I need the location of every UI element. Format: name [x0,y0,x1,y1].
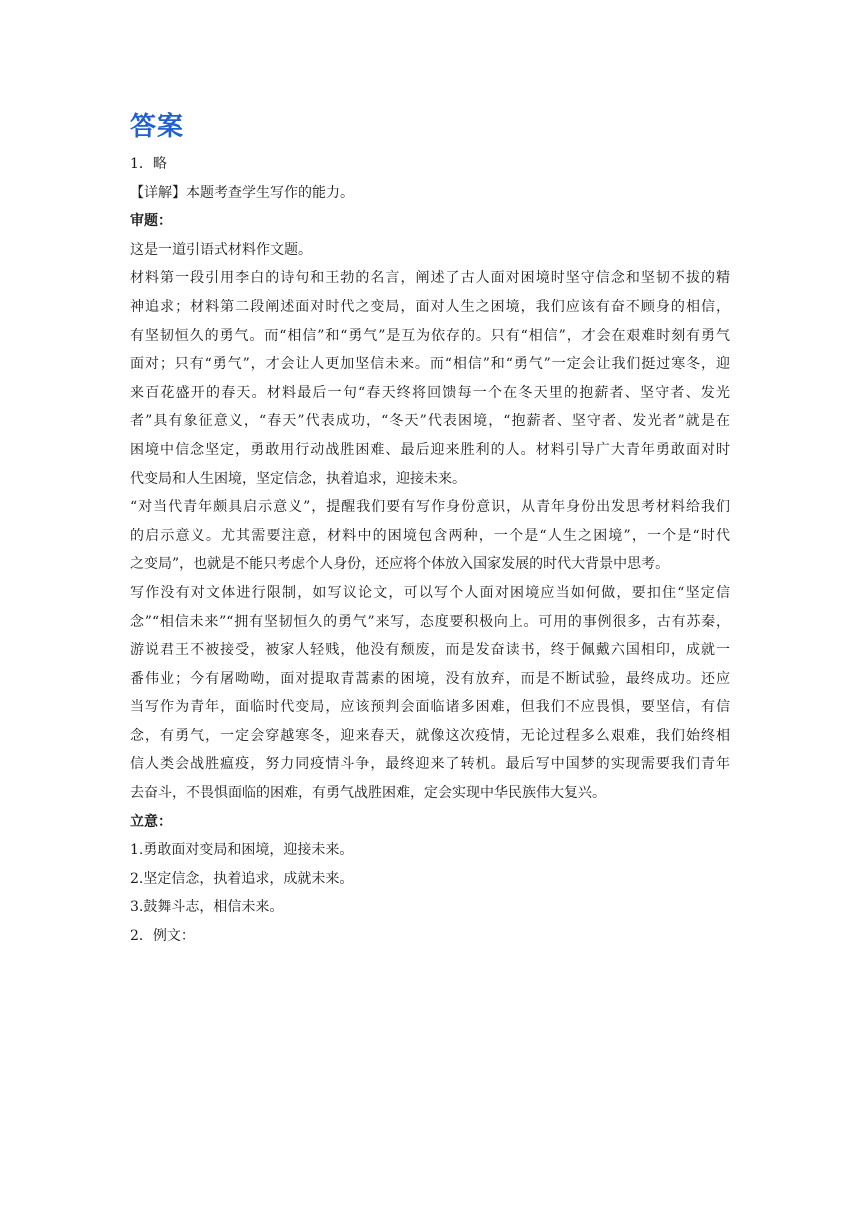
paragraph-line: 的启示意义。尤其需要注意，材料中的困境包含两种，一个是“人生之困境”，一个是“时代 [130,527,730,544]
answer-heading: 答案 [130,112,185,142]
paragraph-line: 代变局和人生困境，坚定信念，执着追求，迎接未来。 [130,470,466,487]
shenti-paragraph-1 [130,264,730,493]
paragraph-line: 之变局”，也就是不能只考虑个人身份，还应将个体放入国家发展的时代大背景中思考。 [130,556,670,573]
shenti-heading: 审题： [130,213,172,230]
shenti-paragraph-3 [130,579,730,808]
shenti-paragraph-2 [130,493,730,579]
shenti-intro: 这是一道引语式材料作文题。 [130,241,312,258]
paragraph-line: 材料第一段引用李白的诗句和王勃的名言，阐述了古人面对困境时坚守信念和坚韧不拔的精 [130,270,730,287]
paragraph-line: 念，有勇气，一定会穿越寒冬，迎来春天，就像这次疫情，无论过程多么艰难，我们始终相 [130,727,730,744]
paragraph-line: 来百花盛开的春天。材料最后一句“春天终将回馈每一个在冬天里的抱薪者、坚守者、发光 [130,384,730,401]
answer-content [130,108,730,951]
paragraph-line: 者”具有象征意义，“春天”代表成功，“冬天”代表困境，“抱薪者、坚守者、发光者”就是在 [130,413,730,430]
liyi-item-1: 1.勇敢面对变局和困境，迎接未来。 [130,842,354,859]
paragraph-line: 念”“相信未来”“拥有坚韧恒久的勇气”来写，态度要积极向上。可用的事例很多，古有苏秦， [130,613,730,630]
paragraph-line: 番伟业；今有屠呦呦，面对提取青蒿素的困境，没有放弃，而是不断试验，最终成功。还应 [130,670,730,687]
detail-prefix: 【详解】 [130,184,186,201]
paragraph-line: 写作没有对文体进行限制，如写议论文，可以写个人面对困境应当如何做，要扣住“坚定信 [130,584,730,601]
paragraph-line: 信人类会战胜瘟疫，努力同疫情斗争，最终迎来了转机。最后写中国梦的实现需要我们青年 [130,756,730,773]
paragraph-line: 困境中信念坚定，勇敢用行动战胜困难、最后迎来胜利的人。材料引导广大青年勇敢面对时 [130,441,730,458]
paragraph-line: 游说君王不被接受，被家人轻贱，他没有颓废，而是发奋读书，终于佩戴六国相印，成就一 [130,642,730,659]
paragraph-line: 有坚韧恒久的勇气。而“相信”和“勇气”是互为依存的。只有“相信”，才会在艰难时刻有勇气 [130,327,730,344]
question-1-label: 1．略 [130,156,167,172]
liyi-heading: 立意： [130,813,172,830]
detail-text: 本题考查学生写作的能力。 [186,184,354,201]
paragraph-line: 神追求；材料第二段阐述面对时代之变局，面对人生之困境，我们应该有奋不顾身的相信， [130,298,730,315]
liyi-item-3: 3.鼓舞斗志，相信未来。 [130,899,284,916]
liyi-item-2: 2.坚定信念，执着追求，成就未来。 [130,870,354,887]
detail-line [130,179,730,208]
paragraph-line: 面对；只有“勇气”，才会让人更加坚信未来。而“相信”和“勇气”一定会让我们挺过寒冬，迎 [130,356,730,373]
paragraph-line: 去奋斗，不畏惧面临的困难，有勇气战胜困难，定会实现中华民族伟大复兴。 [130,785,606,802]
question-2-label: 2．例文： [130,928,195,945]
paragraph-line: 当写作为青年，面临时代变局，应该预判会面临诸多困难，但我们不应畏惧，要坚信，有信 [130,699,730,716]
paragraph-line: “对当代青年颇具启示意义”，提醒我们要有写作身份意识，从青年身份出发思考材料给我们 [130,499,730,516]
